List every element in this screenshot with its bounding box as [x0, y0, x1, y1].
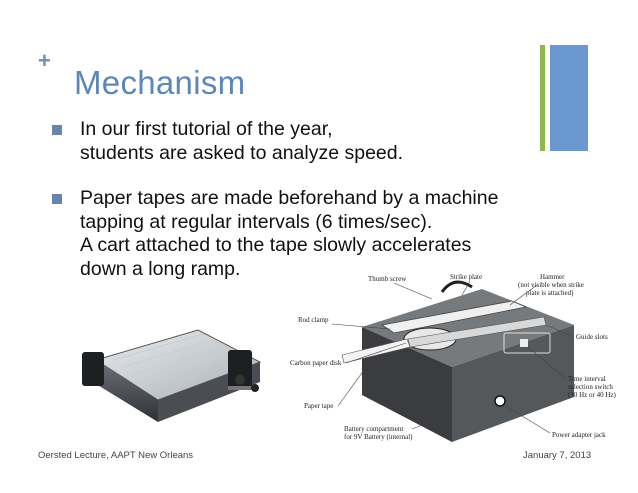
accent-bar-blue — [550, 45, 588, 151]
footer-source: Oersted Lecture, AAPT New Orleans — [38, 450, 194, 461]
label-rod-clamp: Rod clamp — [298, 316, 329, 324]
plus-mark: + — [38, 48, 51, 73]
bullet-square-icon — [52, 125, 62, 135]
label-time-interval: (10 Hz or 40 Hz) — [568, 391, 616, 399]
label-strike-plate: Strike plate — [450, 273, 483, 281]
timer-diagram — [282, 267, 634, 457]
label-time-interval: selection switch — [568, 383, 613, 391]
label-thumb-screw: Thumb screw — [368, 275, 407, 283]
bullet-line: down a long ramp. — [80, 257, 241, 280]
label-hammer: plate is attached) — [526, 289, 574, 297]
label-time-interval: Time interval — [568, 375, 606, 383]
bullet-square-icon — [52, 194, 62, 204]
slide-title: Mechanism — [74, 64, 246, 101]
label-battery: for 9V Battery (internal) — [344, 433, 413, 441]
bullet-line: tapping at regular intervals (6 times/sec). — [80, 210, 433, 233]
bullet-line: Paper tapes are made beforehand by a machine — [80, 187, 499, 209]
label-hammer: (not visible when strike — [518, 281, 584, 289]
label-paper-tape: Paper tape — [304, 402, 334, 410]
label-power-jack: Power adapter jack — [552, 431, 606, 439]
label-guide-slots: Guide slots — [576, 333, 608, 341]
bullet-line: students are asked to analyze speed. — [80, 141, 404, 164]
label-battery: Battery compartment — [344, 425, 404, 433]
ticker-timer-photo — [78, 322, 268, 432]
footer-date: January 7, 2013 — [523, 450, 592, 461]
bullet-line: A cart attached to the tape slowly accelerates — [80, 234, 472, 256]
bullet-line: In our first tutorial of the year, — [80, 118, 333, 140]
accent-bar-green — [540, 45, 545, 151]
label-carbon-paper-disk: Carbon paper disk — [290, 359, 342, 367]
label-hammer: Hammer — [540, 273, 565, 281]
